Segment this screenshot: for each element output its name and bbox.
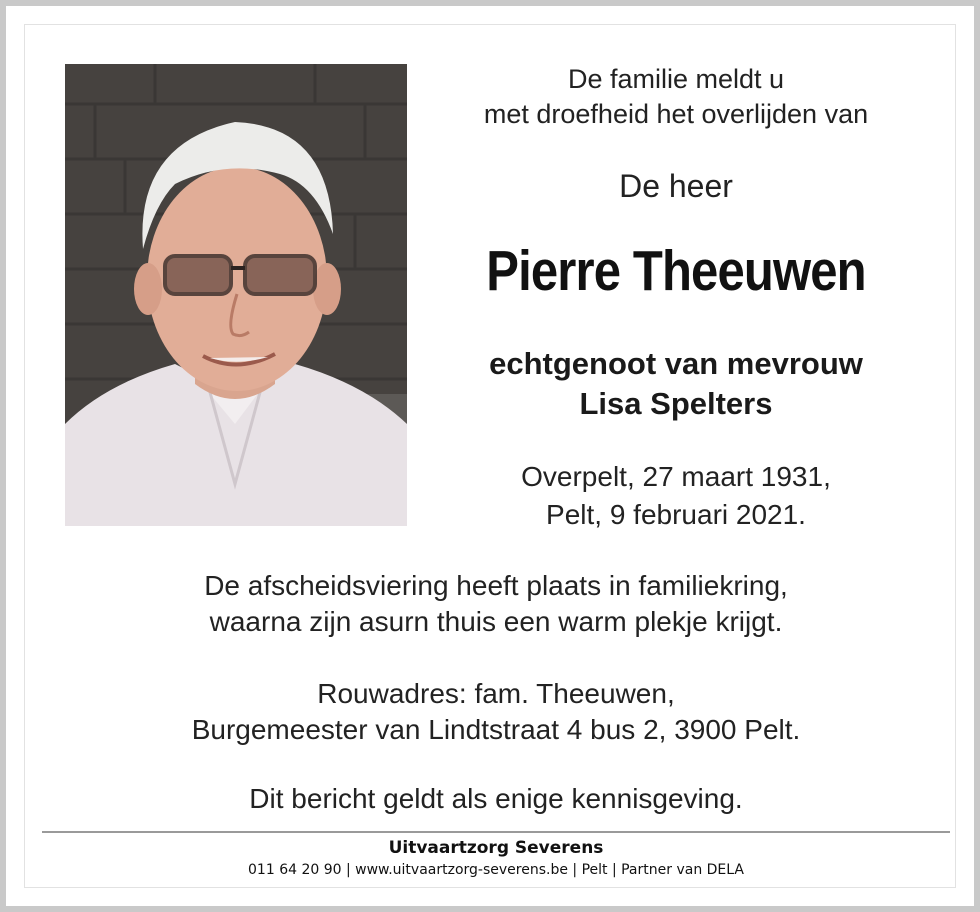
deceased-name: Pierre Theeuwen (486, 239, 866, 303)
ceremony-line-2: waarna zijn asurn thuis een warm plekje krijgt. (209, 606, 783, 637)
funeral-home-name: Uitvaartzorg Severens (388, 838, 604, 858)
ceremony-text (46, 568, 946, 640)
partner-text (426, 344, 926, 424)
partner-line-1: echtgenoot van mevrouw (489, 346, 863, 381)
dates-text (426, 458, 926, 534)
footer-divider (42, 831, 950, 833)
death-line: Pelt, 9 februari 2021. (546, 499, 806, 530)
intro-text (426, 62, 926, 132)
mourning-address (46, 676, 946, 748)
portrait-photo-image (65, 64, 407, 526)
salutation: De heer (619, 168, 733, 204)
address-line-1: Rouwadres: fam. Theeuwen, (317, 678, 675, 709)
birth-line: Overpelt, 27 maart 1931, (521, 461, 831, 492)
address-line-2: Burgemeester van Lindtstraat 4 bus 2, 3900 Pelt. (191, 714, 801, 745)
ceremony-line-1: De afscheidsviering heeft plaats in familiekring, (204, 570, 788, 601)
funeral-home-contact: 011 64 20 90 | www.uitvaartzorg-severens.be | Pelt | Partner van DELA (248, 862, 744, 878)
intro-line-2: met droefheid het overlijden van (483, 99, 869, 129)
portrait-photo (65, 64, 407, 526)
closing-text: Dit bericht geldt als enige kennisgeving. (249, 783, 743, 814)
intro-line-1: De familie meldt u (567, 64, 785, 94)
partner-line-2: Lisa Spelters (579, 386, 773, 421)
